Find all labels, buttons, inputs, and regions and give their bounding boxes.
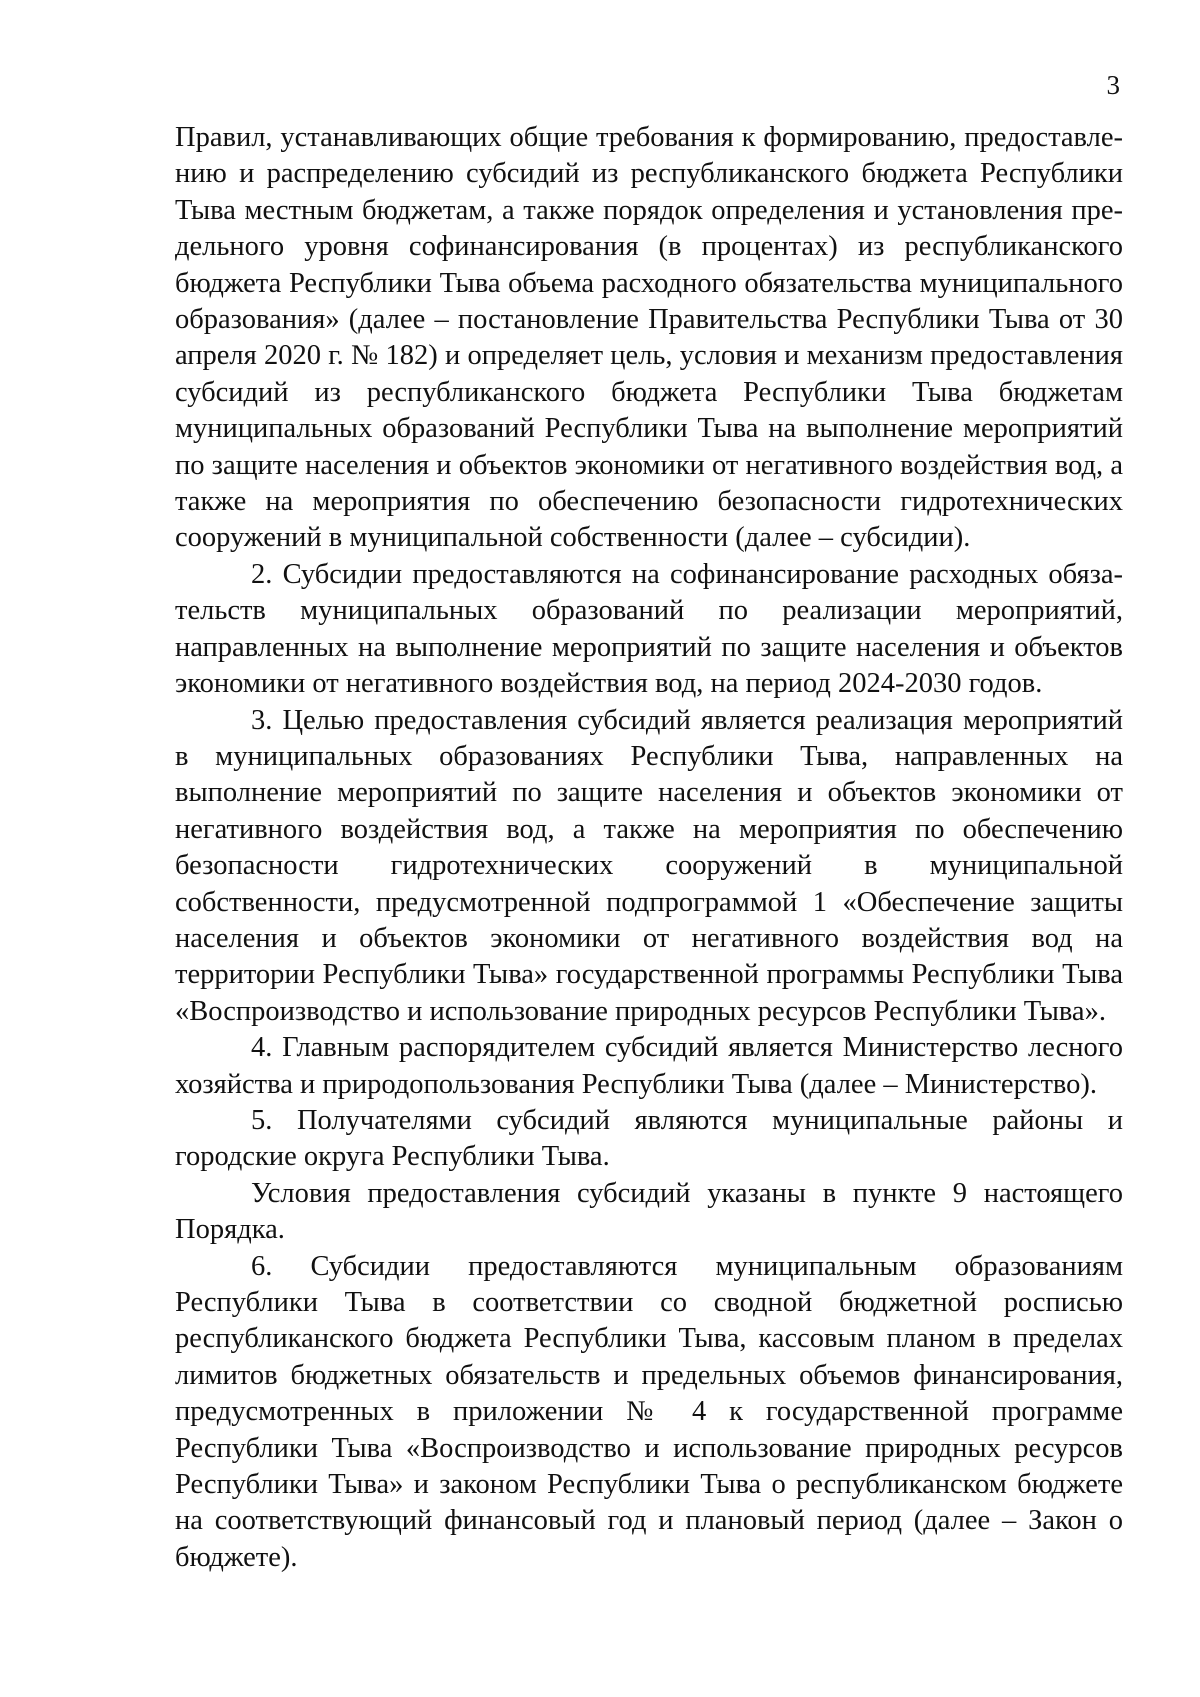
paragraph-item-5: 5. Получателями субсидий являются муниципальные районы и городские округа Республики Тыва. (175, 1104, 1123, 1173)
paragraph-conditions: Условия предоставления субсидий указаны в пункте 9 настоящего Порядка. (175, 1177, 1123, 1246)
paragraph-item-3: 3. Целью предоставления субсидий является реализация мероприятий в муниципальных образованиях Республики Тыва, направленных на выполнение мероприятий по защите населения и объектов экономики от негативного воздействия вод, а также на мероприятия по обеспечению безопасности гидротехнических сооружений в муниципальной собственности, предусмотренной подпрограммой 1 «Обеспечение защиты населения и объектов экономики от негативного воздействия вод на территории Республики Тыва» государственной программы Республики Тыва «Воспроизводство и использование природных ресурсов Республики Тыва». (175, 704, 1123, 1027)
paragraph-continuation: Правил, устанавливающих общие требования к формированию, предоставлению и распределению субсидий из республиканского бюджета Республики Тыва местным бюджетам, а также порядок определения и установления предельного уровня софинансирования (в процентах) из республиканского бюджета Республики Тыва объема расходного обязательства муниципального образования» (далее – постановление Правительства Республики Тыва от 30 апреля 2020 г. № 182) и определяет цель, условия и механизм предоставления субсидий из республиканского бюджета Республики Тыва бюджетам муниципальных образований Республики Тыва на выполнение мероприятий по защите населения и объектов экономики от негативного воздействия вод, а также на мероприятия по обеспечению безопасности гидротехнических сооружений в муниципальной собственности (далее – субсидии). (175, 122, 1123, 554)
paragraph-item-4: 4. Главным распорядителем субсидий является Министерство лесного хозяйства и природопользования Республики Тыва (далее – Министерство). (175, 1032, 1123, 1100)
document-body (175, 120, 1123, 1576)
paragraph-item-6: 6. Субсидии предоставляются муниципальным образованиям Республики Тыва в соответствии со сводной бюджетной росписью республиканского бюджета Республики Тыва, кассовым планом в пределах лимитов бюджетных обязательств и предельных объемов финансирования, предусмотренных в приложении № 4 к государственной программе Республики Тыва «Воспроизводство и использование природных ресурсов Республики Тыва» и законом Республики Тыва о республиканском бюджете на соответствующий финансовый год и плановый период (далее – Закон о бюджете). (175, 1250, 1123, 1573)
paragraph-item-2: 2. Субсидии предоставляются на софинансирование расходных обязательств муниципальных образований по реализации мероприятий, направленных на выполнение мероприятий по защите населения и объектов экономики от негативного воздействия вод, на период 2024-2030 годов. (175, 558, 1123, 700)
page-number: 3 (1106, 70, 1120, 100)
